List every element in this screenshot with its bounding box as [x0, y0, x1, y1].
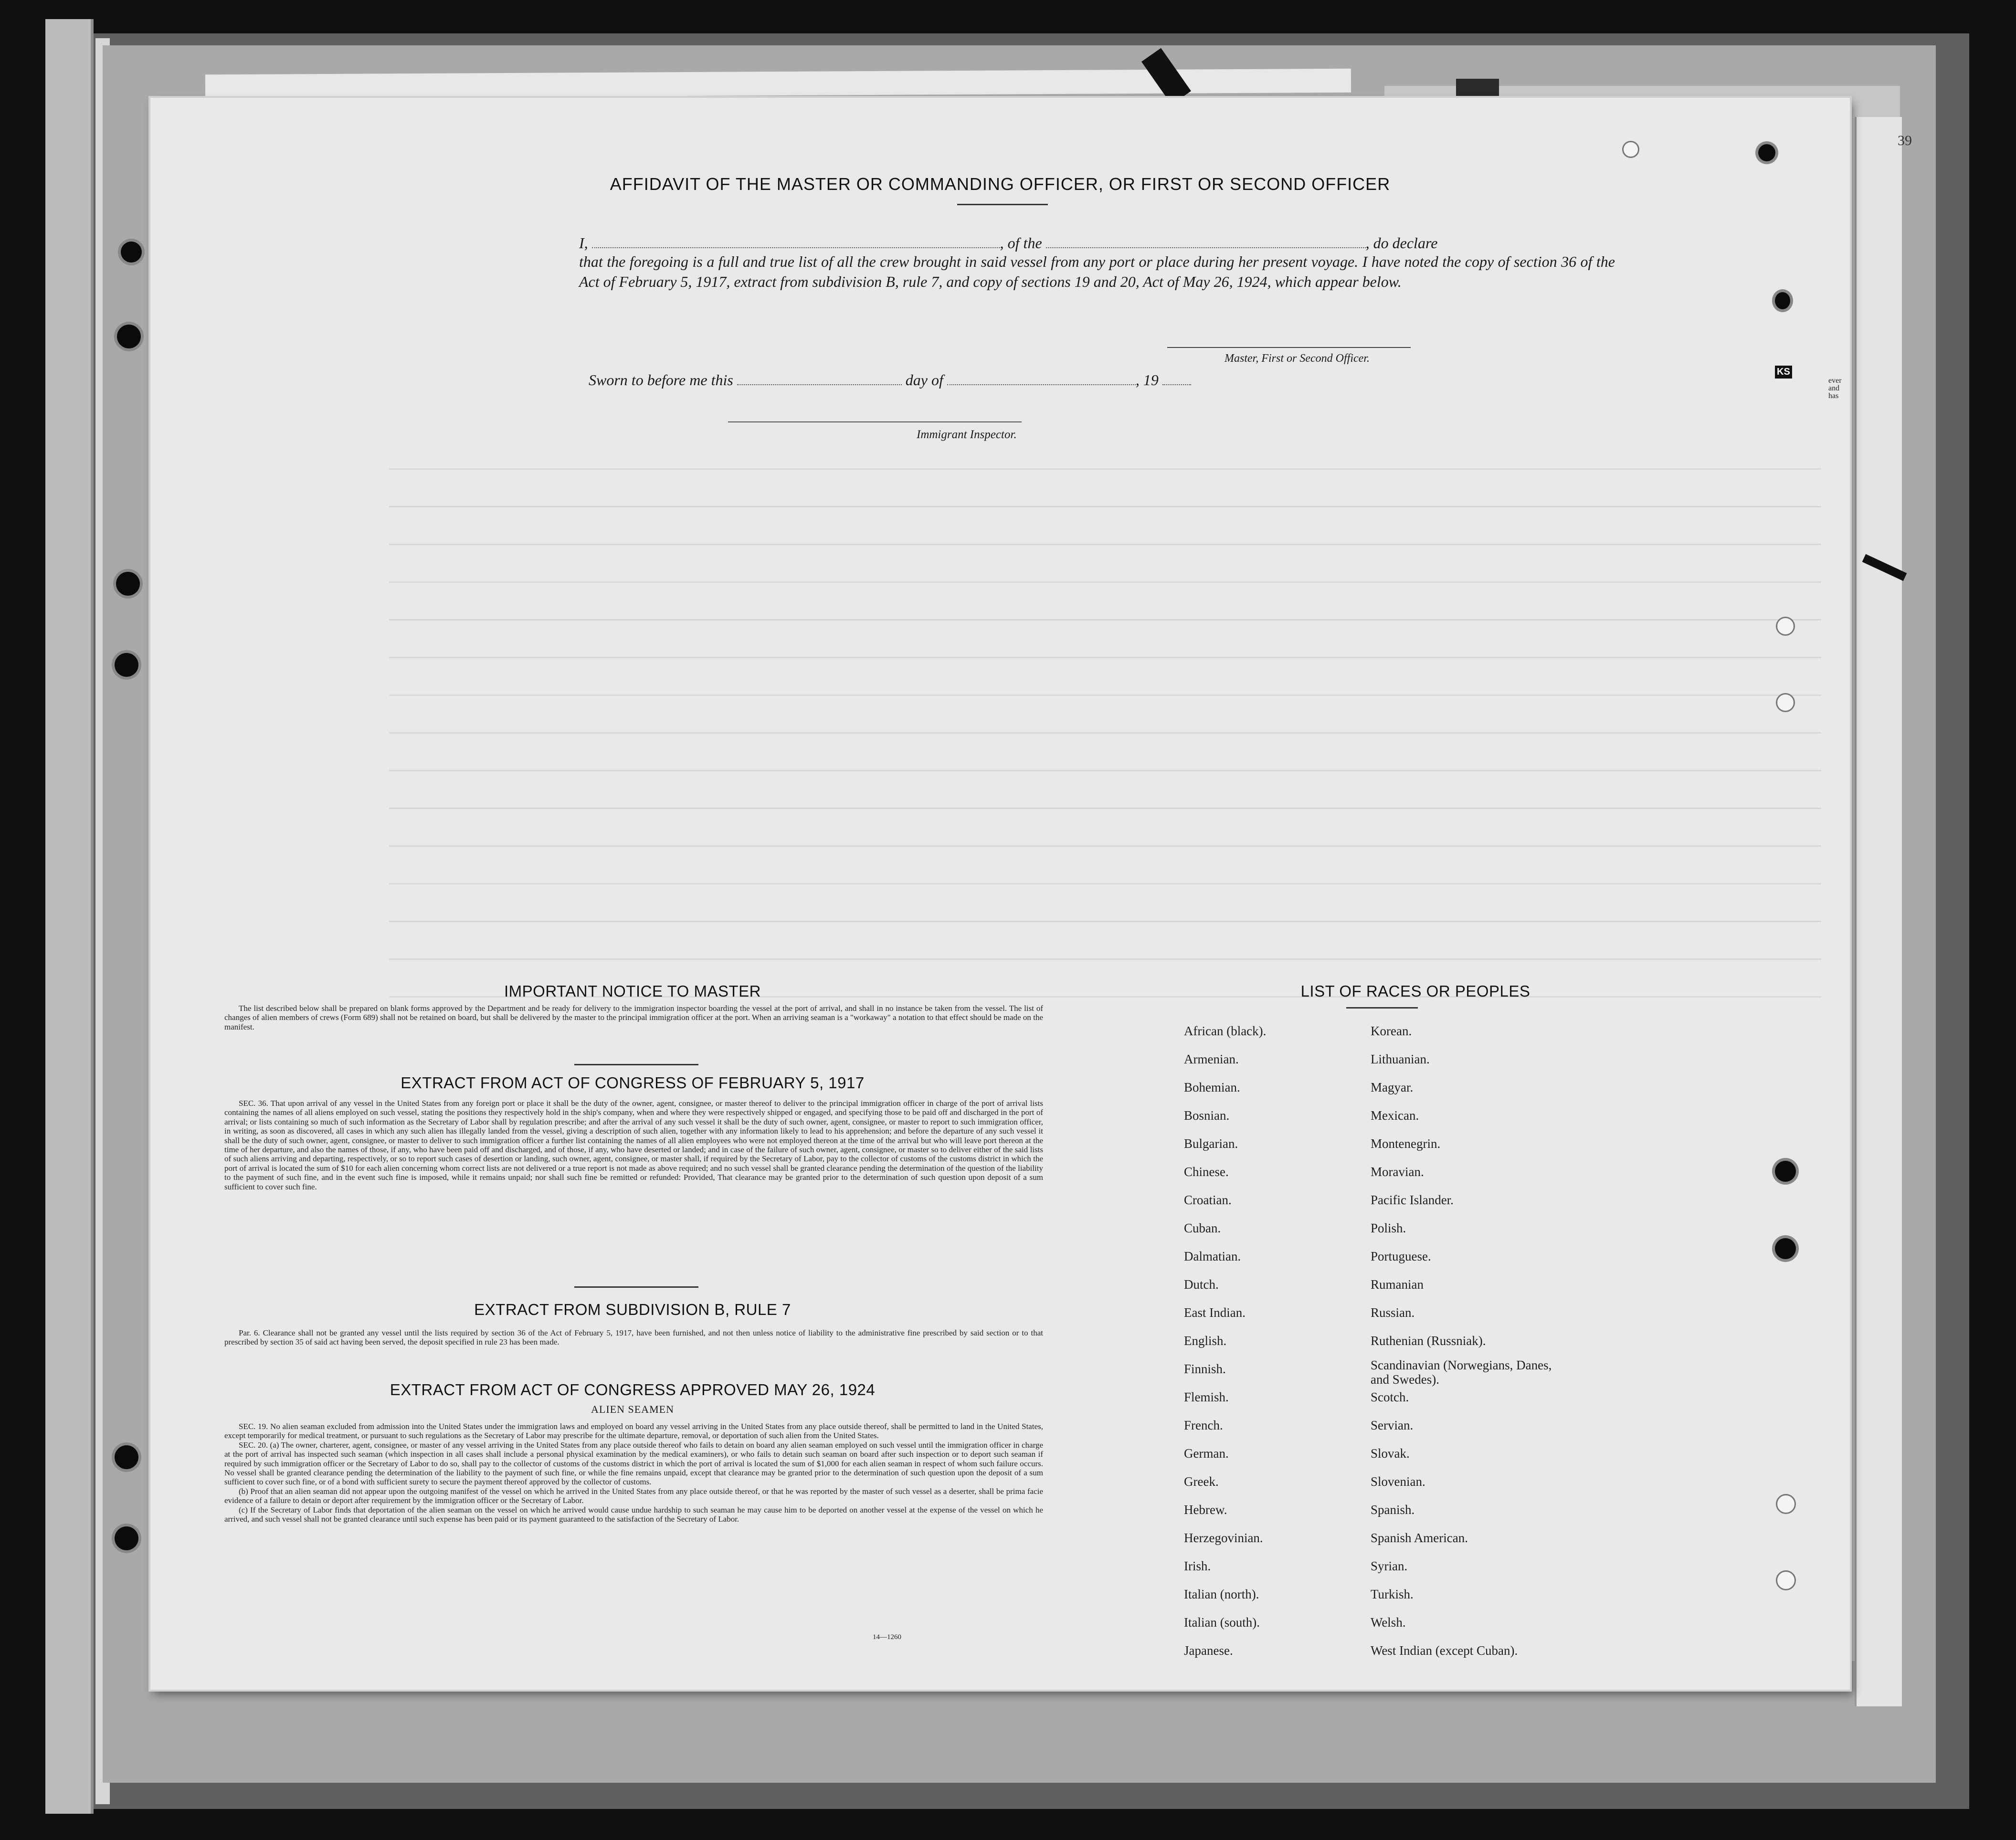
binder-hole: [117, 325, 141, 348]
sec-20a-paragraph: SEC. 20. (a) The owner, charterer, agent, consignee, or master of any vessel arriving in the United States from any place outside thereof who fails to detain on board any alien seaman employed on such vessel until the immigration officer in charge at the port of arrival has inspected such seaman (which inspection in all cases shall include a personal physical examination by the medical examiners), or who fails to detain such seaman on board after such inspection or to deport such seaman if required by such immigration officer or the Secretary of Labor to do so, shall pay to the collector of customs of the customs district in which the port of arrival is located the sum of $1,000 for each alien seaman in respect of whom such failure occurs. No vessel shall be granted clearance pending the determination of the liability to the payment of such fine, or while the fine remains unpaid, except that clearance may be granted prior to the determination of such question upon the deposit of a sum sufficient to cover such fine, or of a bond with sufficient surety to secure the payment thereof approved by the collector of customs.: [224, 1440, 1043, 1487]
punch-hole: [1775, 1161, 1796, 1182]
race-entry: Servian.: [1371, 1418, 1414, 1432]
race-entry: Bohemian.: [1184, 1080, 1240, 1094]
race-entry: Italian (north).: [1184, 1587, 1259, 1601]
section-rule: [574, 1286, 698, 1288]
race-entry: African (black).: [1184, 1024, 1267, 1038]
notice-title: IMPORTANT NOTICE TO MASTER: [504, 982, 761, 1000]
race-entry: Scandinavian (Norwegians, Danes, and Swedes).: [1371, 1358, 1552, 1387]
races-rule: [1346, 1007, 1418, 1009]
race-entry: Herzegovinian.: [1184, 1531, 1263, 1545]
race-entry: Spanish American.: [1371, 1531, 1468, 1545]
race-entry: Russian.: [1371, 1305, 1415, 1320]
punch-hole: [1776, 617, 1795, 636]
extract-rule7-title: EXTRACT FROM SUBDIVISION B, RULE 7: [474, 1301, 791, 1318]
race-entry: Lithuanian.: [1371, 1052, 1430, 1066]
race-entry: Syrian.: [1371, 1559, 1408, 1573]
punch-hole: [1776, 1570, 1796, 1590]
clip-mark: [1456, 79, 1499, 98]
sworn-prefix: Sworn to before me this: [589, 371, 733, 389]
alien-seamen-subtitle: ALIEN SEAMEN: [591, 1403, 674, 1415]
race-entry: Bosnian.: [1184, 1108, 1230, 1123]
race-entry: Bulgarian.: [1184, 1136, 1238, 1151]
race-entry: Japanese.: [1184, 1643, 1233, 1658]
race-entry: Pacific Islander.: [1371, 1193, 1454, 1207]
signature-line[interactable]: [1167, 347, 1411, 348]
of-the-label: , of the: [1000, 234, 1042, 252]
vessel-field[interactable]: [1046, 234, 1366, 248]
margin-note: ever and has: [1828, 377, 1842, 400]
race-entry: Armenian.: [1184, 1052, 1239, 1066]
sec-20c-paragraph: (c) If the Secretary of Labor finds that deportation of the alien seaman on the vessel on which he arrived would cause undue hardship to such seaman he may cause him to be deported on another vessel at the expense of the vessel on which he arrived, and such vessel shall not be granted clearance until such expense has been paid or its payment guaranteed to the satisfaction of the Secretary of Labor.: [224, 1505, 1043, 1524]
binder-hole: [115, 1445, 138, 1469]
extract-1924-body: [224, 1422, 1043, 1524]
race-entry: Finnish.: [1184, 1362, 1226, 1376]
race-entry: Rumanian: [1371, 1277, 1424, 1292]
sec-20b-paragraph: (b) Proof that an alien seaman did not appear upon the outgoing manifest of the vessel on which he arrived in the United States from any place outside thereof, or that he was reported by the master of such vessel as a deserter, shall be prima facie evidence of a failure to detain or deport after requirement by the immigration officer or the Secretary of Labor.: [224, 1486, 1043, 1505]
race-entry: Polish.: [1371, 1221, 1406, 1235]
extract-rule7-body: Par. 6. Clearance shall not be granted any vessel until the lists required by section 36 of the Act of February 5, 1917, have been furnished, and not then unless notice of liability to the administrative fine prescribed by said section or to that prescribed by section 35 of said act having been served, the deposit specified in rule 23 has been made.: [224, 1328, 1043, 1347]
year-field[interactable]: [1162, 371, 1191, 385]
race-entry: German.: [1184, 1446, 1229, 1461]
bleed-through-rows: [389, 432, 1821, 1029]
signature-caption: Master, First or Second Officer.: [1224, 352, 1370, 365]
day-field[interactable]: [737, 371, 902, 385]
race-entry: Irish.: [1184, 1559, 1211, 1573]
month-field[interactable]: [947, 371, 1136, 385]
race-entry: French.: [1184, 1418, 1223, 1432]
declaration-text: that the foregoing is a full and true list of all the crew brought in said vessel from any port or place during her present voyage. I have noted the copy of section 36 of the Act of February 5, 1917, extract from subdivision B, rule 7, and copy of sections 19 and 20, Act of May 26, 1924, which appear below.: [579, 253, 1615, 290]
punch-hole: [1775, 1238, 1796, 1259]
races-title: LIST OF RACES OR PEOPLES: [1300, 982, 1530, 1000]
punch-hole: [1776, 693, 1795, 712]
i-label: I,: [579, 234, 588, 252]
punch-hole: [1776, 1494, 1796, 1514]
binder-hole: [115, 1526, 138, 1550]
race-entry: Moravian.: [1371, 1165, 1424, 1179]
punch-hole: [1622, 141, 1639, 158]
race-entry: Croatian.: [1184, 1193, 1232, 1207]
race-entry: Ruthenian (Russniak).: [1371, 1334, 1486, 1348]
race-entry: Mexican.: [1371, 1108, 1419, 1123]
affidavit-title: AFFIDAVIT OF THE MASTER OR COMMANDING OFFICER, OR FIRST OR SECOND OFFICER: [610, 174, 1391, 194]
race-entry: Flemish.: [1184, 1390, 1229, 1404]
page-edge: [1855, 117, 1902, 1706]
affidavit-form-page: [150, 98, 1850, 1690]
extract-1924-title: EXTRACT FROM ACT OF CONGRESS APPROVED MAY 26, 1924: [390, 1381, 876, 1398]
race-entry: Italian (south).: [1184, 1615, 1260, 1630]
race-entry: English.: [1184, 1334, 1227, 1348]
binder-hole: [115, 653, 138, 677]
race-entry: Chinese.: [1184, 1165, 1229, 1179]
race-entry: Cuban.: [1184, 1221, 1221, 1235]
race-entry: Greek.: [1184, 1474, 1219, 1489]
binder-hole: [116, 572, 140, 596]
punch-hole: [1758, 144, 1775, 161]
year-prefix: , 19: [1135, 371, 1159, 389]
do-declare-label: , do declare: [1365, 234, 1438, 252]
inspector-caption: Immigrant Inspector.: [917, 428, 1017, 441]
race-entry: Scotch.: [1371, 1390, 1409, 1404]
race-entry: Magyar.: [1371, 1080, 1414, 1094]
race-entry: Montenegrin.: [1371, 1136, 1441, 1151]
sworn-statement: [589, 371, 1191, 389]
race-entry: Slovak.: [1371, 1446, 1410, 1461]
race-entry: Slovenian.: [1371, 1474, 1425, 1489]
binder-hole: [121, 242, 142, 263]
title-rule: [957, 204, 1048, 205]
race-entry: Spanish.: [1371, 1503, 1415, 1517]
race-entry: Dalmatian.: [1184, 1249, 1241, 1263]
race-entry: East Indian.: [1184, 1305, 1245, 1320]
race-entry: Portuguese.: [1371, 1249, 1431, 1263]
punch-hole: [1775, 292, 1790, 309]
extract-1917-body: SEC. 36. That upon arrival of any vessel in the United States from any foreign port or place it shall be the duty of the owner, agent, consignee, or master thereof to deliver to the principal immigration officer in charge of the port of arrival lists containing the names of all aliens employed on such vessel, stating the positions they respectively hold in the ship's company, when and where they were respectively shipped or engaged, and specifying those to be paid off and discharged in the port of arrival; or lists containing so much of such information as the Secretary of Labor shall by regulation prescribe; and after the arrival of any such vessel it shall be the duty of such owner, agent, consignee, or master to report to such immigration officer, in writing, as soon as discovered, all cases in which any such alien has illegally landed from the vessel, giving a description of such alien, together with any information likely to lead to his apprehension; and before the departure of any such vessel it shall be the duty of such owner, agent, consignee, or master to deliver to such immigration officer a further list containing the names of all alien employees who were not employed thereon at the time of the arrival but who will leave port thereon at the time of her departure, and also the names of those, if any, who have been paid off and discharged, and of those, if any, who have deserted or landed; and in case of the failure of such owner, agent, consignee, or master so to deliver either of the said lists of such aliens arriving and departing, respectively, or so to report such cases of desertion or landing, such owner, agent, consignee, or master shall, if required by the Secretary of Labor, pay to the collector of customs of the customs district in which the port of arrival is located the sum of $10 for each alien concerning whom correct lists are not delivered or a true report is not made as above required; and no such vessel shall be granted clearance pending the determination of the question of the liability to the payment of such fine, and in the event such fine is imposed, while it remains unpaid; nor shall such fine be remitted or refunded: Provided, That clearance may be granted prior to the determination of such question upon deposit of a sum sufficient to cover such fine.: [224, 1099, 1043, 1191]
section-rule: [574, 1064, 698, 1065]
margin-tab: KS: [1775, 366, 1792, 379]
day-of-label: day of: [905, 371, 943, 389]
race-entry: Turkish.: [1371, 1587, 1414, 1601]
extract-1917-title: EXTRACT FROM ACT OF CONGRESS OF FEBRUARY 5, 1917: [401, 1074, 865, 1092]
race-entry: Dutch.: [1184, 1277, 1219, 1292]
declaration-fill-line: [579, 234, 1437, 252]
binder-strip: [45, 19, 94, 1814]
name-field[interactable]: [592, 234, 1000, 248]
race-entry: Korean.: [1371, 1024, 1412, 1038]
page-number: 39: [1898, 133, 1912, 148]
race-entry: West Indian (except Cuban).: [1371, 1643, 1518, 1658]
race-entry: Welsh.: [1371, 1615, 1406, 1630]
inspector-signature-line[interactable]: [728, 421, 1022, 422]
race-entry: Hebrew.: [1184, 1503, 1227, 1517]
form-number: 14—1260: [873, 1633, 901, 1641]
sec-19-paragraph: SEC. 19. No alien seaman excluded from admission into the United States under the immigration laws and employed on board any vessel arriving in the United States from any place outside thereof, shall be permitted to land in the United States, except temporarily for medical treatment, or pursuant to such regulations as the Secretary of Labor may prescribe for the ultimate departure, removal, or deportation of such alien from the United States.: [224, 1422, 1043, 1440]
notice-body: The list described below shall be prepared on blank forms approved by the Department and be ready for delivery to the immigration inspector boarding the vessel at the port of arrival, and shall in no instance be taken from the vessel. The list of changes of alien members of crews (Form 689) shall not be retained on board, but shall be delivered by the master to the principal immigration officer at the port. When an arriving seaman is a "workaway" a notation to that effect should be made on the manifest.: [224, 1004, 1043, 1031]
